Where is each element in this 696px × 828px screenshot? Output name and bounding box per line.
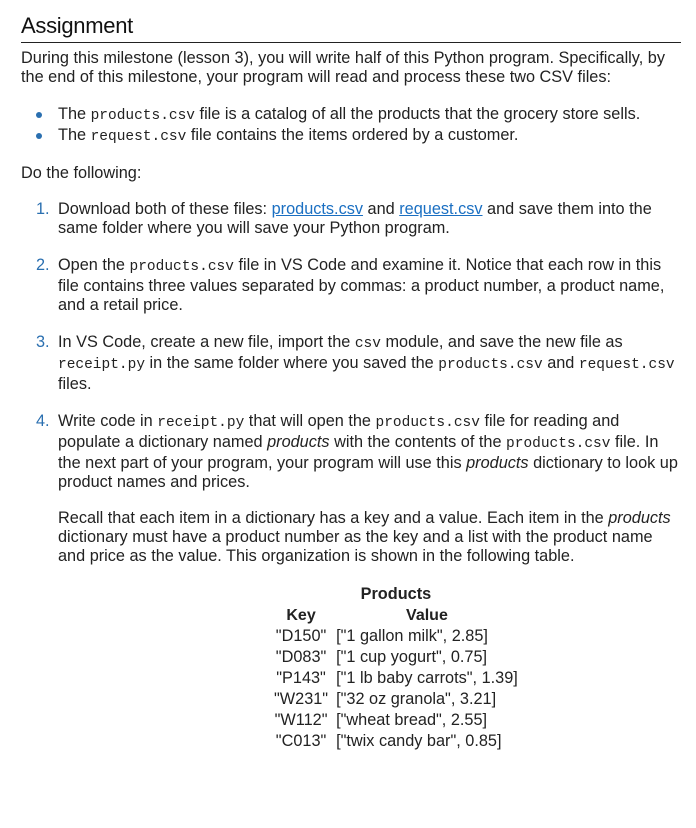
text: The (58, 126, 91, 144)
code: request.csv (578, 357, 675, 373)
products-table (270, 584, 522, 752)
code-products-csv: products.csv (90, 108, 196, 124)
section-heading: Assignment (21, 12, 681, 43)
text: and (542, 354, 579, 372)
table-row (270, 731, 522, 752)
step-3 (36, 333, 681, 394)
step-4 (36, 412, 681, 752)
code: products.csv (375, 415, 480, 431)
text: file. In the next part of your program, your program will use this (58, 433, 659, 472)
cell-value: ["wheat bread", 2.55] (336, 711, 488, 729)
list-item (58, 126, 681, 147)
text: In VS Code, create a new file, import the (58, 333, 355, 351)
products-csv-link[interactable]: products.csv (271, 200, 364, 218)
text: dictionary must have a product number as the key and a list with the product name and price as the value. This organization is shown in the following table. (58, 528, 653, 565)
code: receipt.py (157, 415, 245, 431)
list-item (58, 105, 681, 126)
cell-key: "W231" (274, 690, 329, 708)
text: file contains the items ordered by a customer. (186, 126, 519, 144)
text: The (58, 105, 91, 123)
table-row (270, 689, 522, 710)
text: in the same folder where you saved the (145, 354, 439, 372)
text: Write code in (58, 412, 158, 430)
text: Recall that each item in a dictionary has a key and a value. Each item in the (58, 509, 609, 527)
table-row (270, 668, 522, 689)
cell-value: ["32 oz granola", 3.21] (336, 690, 497, 708)
text: file in VS Code and examine it. Notice that each row in this file contains three values separated by commas: a product number, a product name, and a retail price. (58, 256, 665, 314)
emphasis: products (608, 509, 671, 527)
code: receipt.py (58, 357, 146, 373)
text: that will open the (244, 412, 376, 430)
table-row (270, 626, 522, 647)
intro-paragraph: During this milestone (lesson 3), you will write half of this Python program. Specifically, by the end of this milestone, your program will read and process these two CSV files: (21, 49, 665, 86)
step-number: 1. (36, 200, 50, 218)
assignment-section (21, 12, 681, 770)
cell-key: "D083" (275, 648, 327, 666)
step-number: 3. (36, 333, 50, 351)
cell-value: ["1 gallon milk", 2.85] (336, 627, 488, 645)
text: and save them into the same folder where you will save your Python program. (58, 200, 652, 237)
header-value: Value (406, 607, 448, 624)
step-1 (36, 200, 681, 238)
cell-key: "C013" (275, 732, 327, 750)
header-key: Key (286, 607, 316, 624)
text: file for reading and populate a dictionary named (58, 412, 620, 451)
text: with the contents of the (329, 433, 507, 451)
text: and (363, 200, 400, 218)
cell-value: ["1 lb baby carrots", 1.39] (336, 669, 518, 687)
step-2 (36, 256, 681, 315)
file-list (21, 105, 681, 147)
text: module, and save the new file as (380, 333, 623, 351)
code: csv (354, 336, 381, 352)
cell-value: ["1 cup yogurt", 0.75] (336, 648, 488, 666)
text: file is a catalog of all the products that the grocery store sells. (195, 105, 641, 123)
do-following-text: Do the following: (21, 164, 142, 182)
step-number: 4. (36, 412, 50, 430)
table-caption: Products (360, 585, 432, 603)
recall-paragraph (58, 509, 681, 566)
cell-value: ["twix candy bar", 0.85] (336, 732, 502, 750)
emphasis: products (466, 454, 529, 472)
emphasis: products (267, 433, 330, 451)
code: products.csv (129, 259, 234, 275)
cell-key: "D150" (275, 627, 327, 645)
table-header-row (270, 605, 522, 626)
code: products.csv (438, 357, 543, 373)
text: Open the (58, 256, 130, 274)
cell-key: "W112" (274, 711, 328, 729)
text: files. (58, 375, 92, 393)
step-number: 2. (36, 256, 50, 274)
code: products.csv (506, 436, 611, 452)
steps-list (21, 200, 681, 752)
cell-key: "P143" (276, 669, 326, 687)
text: dictionary to look up product names and prices. (58, 454, 678, 491)
table-row (270, 710, 522, 731)
code-request-csv: request.csv (90, 129, 187, 145)
text: Download both of these files: (58, 200, 272, 218)
table-row (270, 647, 522, 668)
request-csv-link[interactable]: request.csv (399, 200, 483, 218)
